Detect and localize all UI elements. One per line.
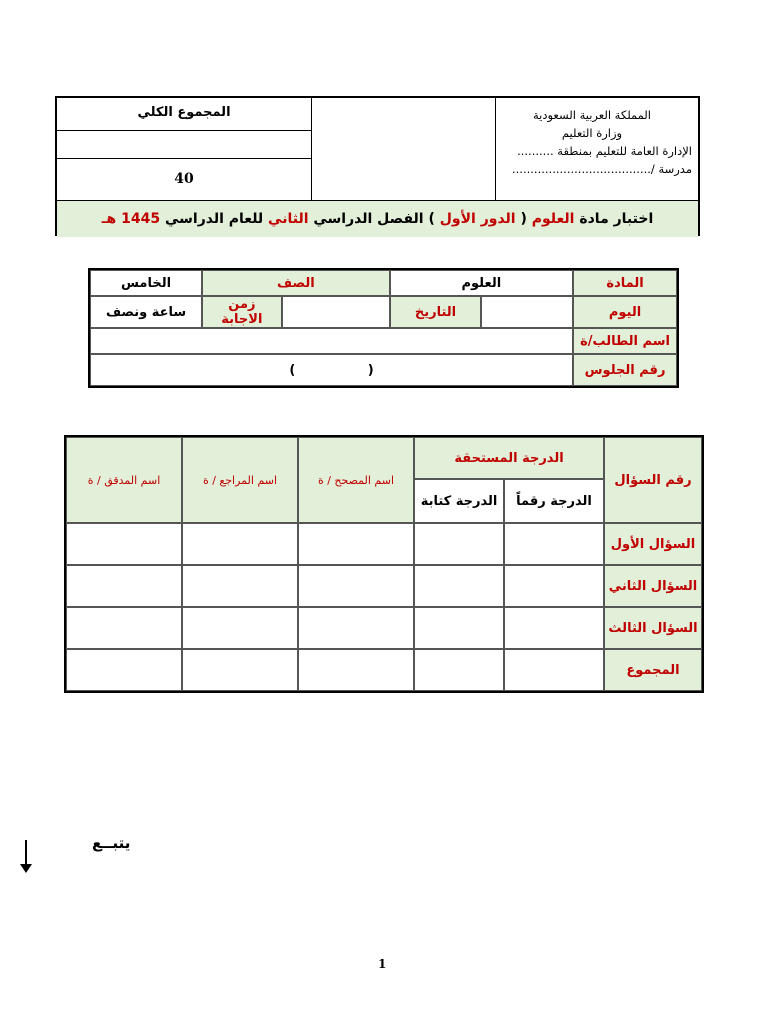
grade-row-q1 xyxy=(66,523,702,565)
info-row-day xyxy=(90,296,677,328)
title-part: ) الفصل الدراسي xyxy=(308,211,440,227)
title-part: ( xyxy=(515,211,532,227)
grade-row-total xyxy=(66,649,702,691)
cell[interactable] xyxy=(298,565,414,607)
grade-row-q3 xyxy=(66,607,702,649)
question-2-label: السؤال الثاني xyxy=(604,565,702,607)
date-label: التاريخ xyxy=(390,296,482,328)
ministry-line-directorate: الإدارة العامة للتعليم بمنطقة .......... xyxy=(517,144,692,158)
cell[interactable] xyxy=(182,523,298,565)
title-part: للعام الدراسي xyxy=(160,211,269,227)
grade-numeric-header: الدرجة رقماً xyxy=(504,479,604,523)
grade-written-header: الدرجة كتابة xyxy=(414,479,504,523)
cell[interactable] xyxy=(504,565,604,607)
cell[interactable] xyxy=(298,607,414,649)
cell[interactable] xyxy=(182,565,298,607)
info-row-student xyxy=(90,328,677,354)
exam-title xyxy=(57,200,698,237)
class-value: الخامس xyxy=(90,270,202,296)
day-field[interactable] xyxy=(481,296,573,328)
student-name-label: اسم الطالب/ة xyxy=(573,328,677,354)
total-score-label: المجموع الكلي xyxy=(57,98,311,131)
total-score-box xyxy=(57,98,312,200)
ministry-block xyxy=(492,106,692,178)
cell[interactable] xyxy=(66,565,182,607)
cell[interactable] xyxy=(298,523,414,565)
title-part-round: الدور الأول xyxy=(439,211,516,227)
title-part-subject: العلوم xyxy=(531,211,575,227)
seat-number-label: رقم الجلوس xyxy=(573,354,677,386)
total-score-blank xyxy=(57,131,311,159)
exam-header xyxy=(55,96,700,236)
auditor-name-header: اسم المدقق / ة xyxy=(66,437,182,523)
cell[interactable] xyxy=(414,607,504,649)
down-arrow-icon xyxy=(25,840,27,866)
exam-info-table xyxy=(88,268,679,388)
day-label: اليوم xyxy=(573,296,677,328)
cell[interactable] xyxy=(298,649,414,691)
seat-number-field[interactable]: ( ) xyxy=(90,354,573,386)
date-field[interactable] xyxy=(282,296,390,328)
subject-value: العلوم xyxy=(390,270,573,296)
cell[interactable] xyxy=(66,607,182,649)
reviewer-name-header: اسم المراجع / ة xyxy=(182,437,298,523)
info-row-subject xyxy=(90,270,677,296)
duration-label: زمن الاجابة xyxy=(202,296,281,328)
question-1-label: السؤال الأول xyxy=(604,523,702,565)
cell[interactable] xyxy=(504,523,604,565)
info-row-seat xyxy=(90,354,677,386)
corrector-name-header: اسم المصحح / ة xyxy=(298,437,414,523)
cell[interactable] xyxy=(414,565,504,607)
grades-table xyxy=(64,435,704,693)
title-part: اختبار مادة xyxy=(574,211,654,227)
duration-value: ساعة ونصف xyxy=(90,296,202,328)
subject-label: المادة xyxy=(573,270,677,296)
question-3-label: السؤال الثالث xyxy=(604,607,702,649)
cell[interactable] xyxy=(182,649,298,691)
deserved-grade-header: الدرجة المستحقة xyxy=(414,437,604,479)
ministry-line-school: مدرسة /...................................... xyxy=(512,162,692,176)
grades-header-row xyxy=(66,437,702,479)
ministry-line-country: المملكة العربية السعودية xyxy=(533,108,651,122)
continue-text: يتبــع xyxy=(92,834,131,852)
cell[interactable] xyxy=(504,607,604,649)
page-number: 1 xyxy=(378,957,387,971)
title-part-term: الثاني xyxy=(268,211,309,227)
title-part-year: 1445 هـ xyxy=(101,211,161,227)
cell[interactable] xyxy=(414,523,504,565)
cell[interactable] xyxy=(504,649,604,691)
question-number-header: رقم السؤال xyxy=(604,437,702,523)
header-middle-blank xyxy=(312,98,496,200)
down-arrow-head-icon xyxy=(20,864,32,873)
class-label: الصف xyxy=(202,270,390,296)
cell[interactable] xyxy=(66,523,182,565)
student-name-field[interactable] xyxy=(90,328,573,354)
grade-row-q2 xyxy=(66,565,702,607)
cell[interactable] xyxy=(182,607,298,649)
total-row-label: المجموع xyxy=(604,649,702,691)
total-score-value: 40 xyxy=(174,171,194,187)
cell[interactable] xyxy=(414,649,504,691)
ministry-line-ministry: وزارة التعليم xyxy=(561,126,623,140)
cell[interactable] xyxy=(66,649,182,691)
